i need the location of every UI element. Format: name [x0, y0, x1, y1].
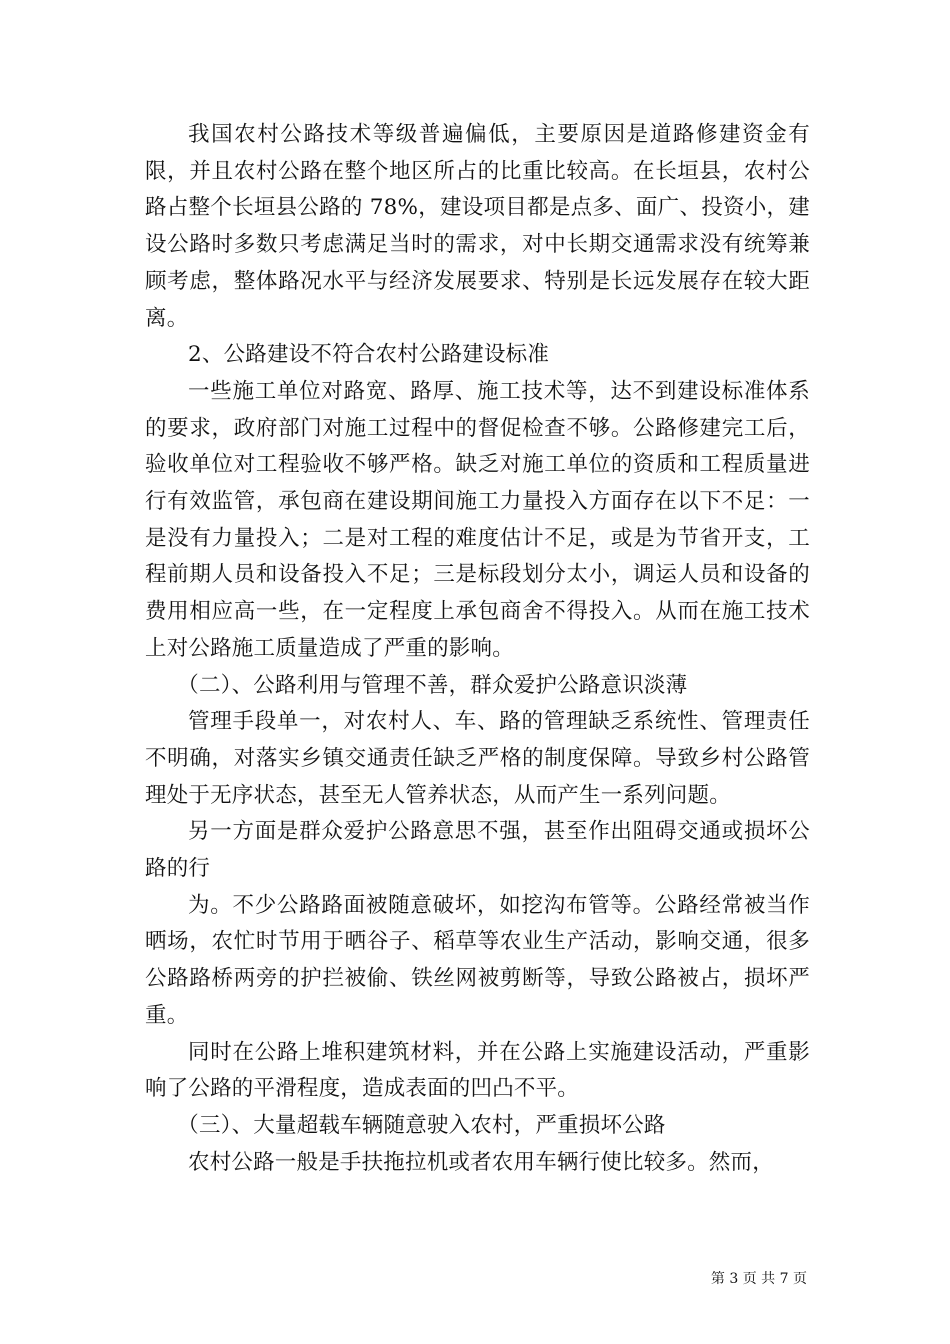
paragraph-rural-vehicles: 农村公路一般是手扶拖拉机或者农用车辆行使比较多。然而， — [188, 1149, 774, 1175]
paragraph-construction-units: 一些施工单位对路宽、路厚、施工技术等，达不到建设标准体系的要求，政府部门对施工过程中的督促检查不够。公路修建完工后，验收单位对工程验收不够严格。缺乏对施工单位的资质和工程质量进行有效监管，承包商在建设期间施工力量投入方面存在以下不足：一是没有力量投入；二是对工程的难度估计不足，或是为节省开支，工程前期人员和设备投入不足；三是标段划分太小，调运人员和设备的费用相应高一些，在一定程度上承包商舍不得投入。从而在施工技术上对公路施工质量造成了严重的影响。 — [145, 378, 810, 661]
paragraph-road-damage: 为。不少公路路面被随意破坏，如挖沟布管等。公路经常被当作晒场，农忙时节用于晒谷子、稻草等农业生产活动，影响交通，很多公路路桥两旁的护拦被偷、铁丝网被剪断等，导致公路被占，损坏严重。 — [145, 892, 810, 1028]
document-body — [145, 117, 810, 1181]
section-heading-overloaded-vehicles: （三）、大量超载车辆随意驶入农村，严重损坏公路 — [177, 1112, 666, 1138]
paragraph-building-materials: 同时在公路上堆积建筑材料，并在公路上实施建设活动，严重影响了公路的平滑程度，造成表面的凹凸不平。 — [145, 1039, 810, 1102]
paragraph-road-grade: 我国农村公路技术等级普遍偏低，主要原因是道路修建资金有限，并且农村公路在整个地区所占的比重比较高。在长垣县，农村公路占整个长垣县公路的 78%，建设项目都是点多、面广、投资小，建设公路时多数只考虑满足当时的需求，对中长期交通需求没有统筹兼顾考虑，整体路况水平与经济发展要求、特别是长远发展存在较大距离。 — [145, 122, 810, 331]
section-heading-management: （二）、公路利用与管理不善，群众爱护公路意识淡薄 — [177, 672, 688, 698]
page-number-footer: 第 3 页 共 7 页 — [710, 1271, 807, 1287]
paragraph-public-awareness: 另一方面是群众爱护公路意思不强，甚至作出阻碍交通或损坏公路的行 — [145, 819, 810, 882]
paragraph-management-methods: 管理手段单一，对农村人、车、路的管理缺乏系统性、管理责任不明确，对落实乡镇交通责任缺乏严格的制度保障。导致乡村公路管理处于无序状态，甚至无人管养状态，从而产生一系列问题。 — [145, 709, 810, 808]
subheading-construction-standard: 2、公路建设不符合农村公路建设标准 — [188, 342, 550, 368]
